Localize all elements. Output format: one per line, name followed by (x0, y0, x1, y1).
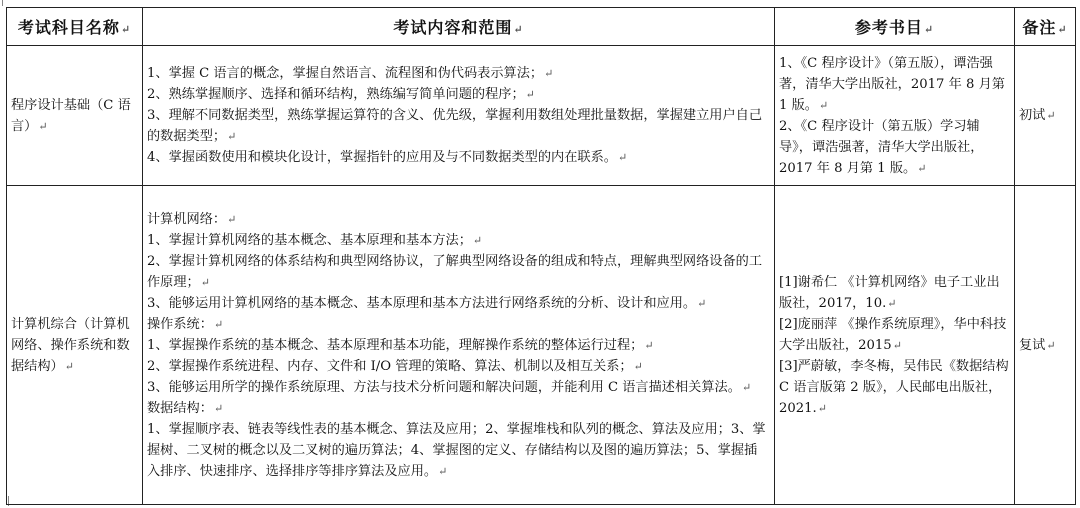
paragraph-mark-icon: ↵ (64, 359, 74, 373)
content-line: 1、掌握计算机网络的基本概念、基本原理和基本方法；↵ (147, 232, 483, 248)
subject-name-cell: 程序设计基础（C 语言）↵ (7, 46, 143, 186)
paragraph-mark-icon: ↵ (213, 317, 224, 331)
content-line: 2、掌握操作系统进程、内存、文件和 I/O 管理的策略、算法、机制以及相互关系；↵ (147, 358, 643, 374)
book-entry: [1]谢希仁 《计算机网络》电子工业出版社，2017，10.↵ (779, 274, 1000, 311)
header-subject-name: 考试科目名称↵ (7, 8, 143, 46)
content-line: 1、掌握顺序表、链表等线性表的基本概念、算法及应用；2、掌握堆栈和队列的概念、算法及应用；3、掌握树、二叉树的概念以及二叉树的遍历算法；4、掌握图的定义、存储结构以及图的遍历算法；5、掌握插入排序、快速排序、选择排序等排序算法及应用。↵ (147, 421, 766, 479)
paragraph-mark-icon: ↵ (917, 161, 927, 175)
content-line: 3、能够运用所学的操作系统原理、方法与技术分析问题和解决问题，并能利用 C 语言描述相关算法。↵ (147, 379, 752, 395)
subject-name-cell: 计算机综合（计算机网络、操作系统和数据结构）↵ (7, 186, 143, 505)
section-heading: 操作系统：↵ (147, 316, 224, 332)
paragraph-mark-icon: ↵ (1046, 338, 1056, 352)
paragraph-mark-icon: ↵ (120, 23, 132, 36)
paragraph-mark-icon: ↵ (817, 401, 827, 415)
header-exam-content: 考试内容和范围↵ (143, 8, 775, 46)
book-entry: 1、《C 程序设计》（第五版），谭浩强著，清华大学出版社，2017 年 8 月第 1 版。↵ (779, 55, 1005, 113)
table-row (7, 186, 1076, 505)
paragraph-mark-icon: ↵ (644, 338, 654, 352)
paragraph-mark-icon: ↵ (227, 212, 237, 226)
paragraph-mark-icon: ↵ (1057, 23, 1068, 36)
reference-books-cell (775, 46, 1015, 186)
paragraph-mark-icon: ↵ (923, 23, 935, 36)
paragraph-mark-icon: ↵ (887, 296, 897, 310)
paragraph-mark-icon: ↵ (227, 130, 237, 143)
table-row (7, 46, 1076, 186)
content-line: 4、掌握函数使用和模块化设计，掌握指针的应用及与不同数据类型的内在联系。↵ (147, 150, 628, 165)
section-heading: 数据结构：↵ (147, 400, 224, 416)
paragraph-mark-icon: ↵ (472, 233, 483, 247)
paragraph-mark-icon: ↵ (617, 151, 628, 164)
book-entry: [2]庞丽萍 《操作系统原理》，华中科技大学出版社，2015↵ (779, 316, 1007, 353)
content-line: 1、掌握 C 语言的概念，掌握自然语言、流程图和伪代码表示算法；↵ (147, 66, 554, 81)
paragraph-mark-icon: ↵ (544, 67, 554, 80)
content-line: 3、理解不同数据类型，熟练掌握运算符的含义、优先级，掌握利用数组处理批量数据，掌握建立用户自己的数据类型；↵ (147, 108, 763, 144)
note-cell: 初试↵ (1015, 46, 1076, 186)
content-line: 1、掌握操作系统的基本概念、基本原理和基本功能，理解操作系统的整体运行过程；↵ (147, 337, 654, 353)
paragraph-mark-icon: ↵ (513, 23, 524, 36)
paragraph-mark-icon: ↵ (200, 275, 210, 289)
content-line: 3、能够运用计算机网络的基本概念、基本原理和基本方法进行网络系统的分析、设计和应用。↵ (147, 295, 707, 311)
paragraph-mark-icon: ↵ (818, 98, 829, 112)
exam-syllabus-table (6, 7, 1076, 505)
book-entry: 2、《C 程序设计（第五版）学习辅导》，谭浩强著，清华大学出版社，2017 年 8 月第 1 版。↵ (779, 118, 984, 176)
paragraph-mark-icon: ↵ (697, 296, 707, 310)
header-reference-books: 参考书目↵ (775, 8, 1015, 46)
header-note: 备注↵ (1015, 8, 1076, 46)
paragraph-mark-icon: ↵ (38, 119, 48, 133)
note-cell: 复试↵ (1015, 186, 1076, 505)
paragraph-mark-icon: ↵ (438, 464, 448, 478)
header-row (7, 8, 1076, 46)
exam-content-cell (143, 46, 775, 186)
paragraph-mark-icon: ↵ (213, 401, 224, 415)
paragraph-mark-icon: ↵ (892, 338, 902, 352)
paragraph-mark-icon: ↵ (633, 359, 643, 373)
content-line: 2、熟练掌握顺序、选择和循环结构，熟练编写简单问题的程序；↵ (147, 87, 535, 102)
paragraph-mark-icon: ↵ (1046, 109, 1056, 122)
paragraph-mark-icon: ↵ (741, 380, 752, 394)
content-line: 2、掌握计算机网络的体系结构和典型网络协议，了解典型网络设备的组成和特点，理解典型网络设备的工作原理；↵ (147, 253, 763, 290)
paragraph-mark-icon: ↵ (525, 88, 535, 101)
reference-books-cell (775, 186, 1015, 505)
book-entry: [3]严蔚敏，李冬梅，吴伟民《数据结构 C 语言版第 2 版》，人民邮电出版社，2021.↵ (779, 358, 1009, 416)
exam-content-cell (143, 186, 775, 505)
crop-mark-top (2, 0, 3, 6)
section-heading: 计算机网络：↵ (147, 211, 237, 227)
